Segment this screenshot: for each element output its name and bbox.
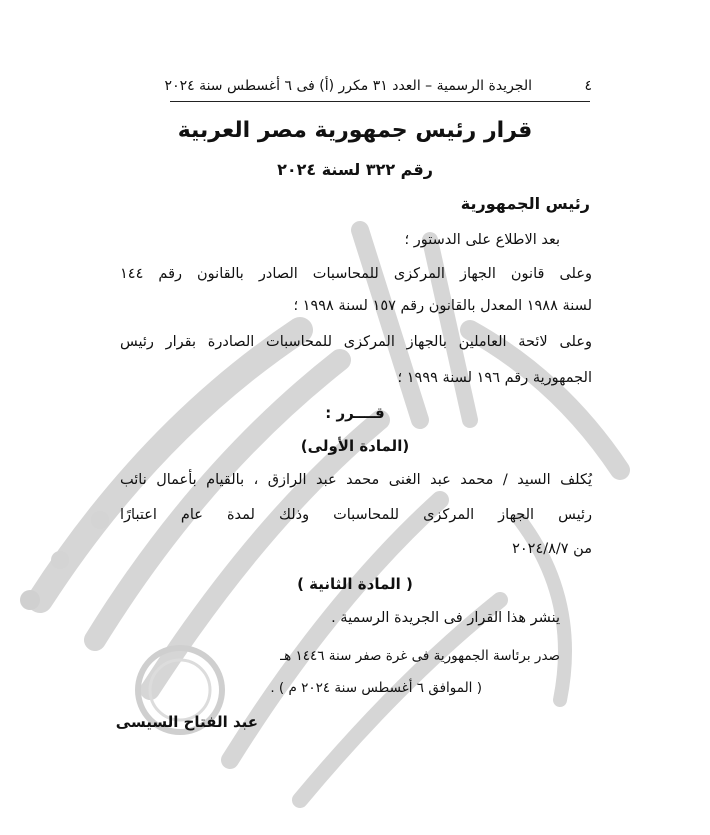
preamble-heading: رئيس الجمهورية bbox=[460, 194, 590, 213]
preamble-line-regulation-a: وعلى لائحة العاملين بالجهاز المركزى للمحاسبات الصادرة بقرار رئيس bbox=[120, 334, 592, 350]
preamble-line-regulation-b: الجمهورية رقم ١٩٦ لسنة ١٩٩٩ ؛ bbox=[397, 370, 592, 386]
preamble-line-constitution: بعد الاطلاع على الدستور ؛ bbox=[404, 232, 560, 248]
article-1-line-c: من ٢٠٢٤/٨/٧ bbox=[512, 541, 592, 557]
decree-title: قرار رئيس جمهورية مصر العربية bbox=[177, 118, 533, 143]
signature-name: عبد الفتاح السيسى bbox=[115, 713, 258, 731]
issued-line: صدر برئاسة الجمهورية فى غرة صفر سنة ١٤٤٦ هـ bbox=[280, 648, 560, 664]
article-1-line-b: رئيس الجهاز المركزى للمحاسبات وذلك لمدة عام اعتبارًا bbox=[120, 507, 592, 523]
article-1-line-a: يُكلف السيد / محمد عبد الغنى محمد عبد الرازق ، بالقيام بأعمال نائب bbox=[120, 472, 592, 488]
preamble-line-law-b: لسنة ١٩٨٨ المعدل بالقانون رقم ١٥٧ لسنة ١٩٩٨ ؛ bbox=[293, 298, 592, 314]
running-header: الجريدة الرسمية – العدد ٣١ مكرر (أ) فى ٦ أغسطس سنة ٢٠٢٤ bbox=[164, 78, 532, 94]
header-rule bbox=[170, 101, 590, 102]
decided-heading: قــــرر : bbox=[325, 404, 385, 422]
decree-number: رقم ٣٢٢ لسنة ٢٠٢٤ bbox=[277, 160, 433, 179]
article-1-heading: (المادة الأولى) bbox=[300, 437, 410, 455]
page-number: ٤ bbox=[584, 78, 592, 94]
preamble-line-law-a: وعلى قانون الجهاز المركزى للمحاسبات الصادر بالقانون رقم ١٤٤ bbox=[120, 266, 592, 282]
corresponding-date: ( الموافق ٦ أغسطس سنة ٢٠٢٤ م ) . bbox=[270, 680, 482, 696]
article-2-text: ينشر هذا القرار فى الجريدة الرسمية . bbox=[331, 610, 560, 626]
article-2-heading: ( المادة الثانية ) bbox=[297, 575, 413, 593]
